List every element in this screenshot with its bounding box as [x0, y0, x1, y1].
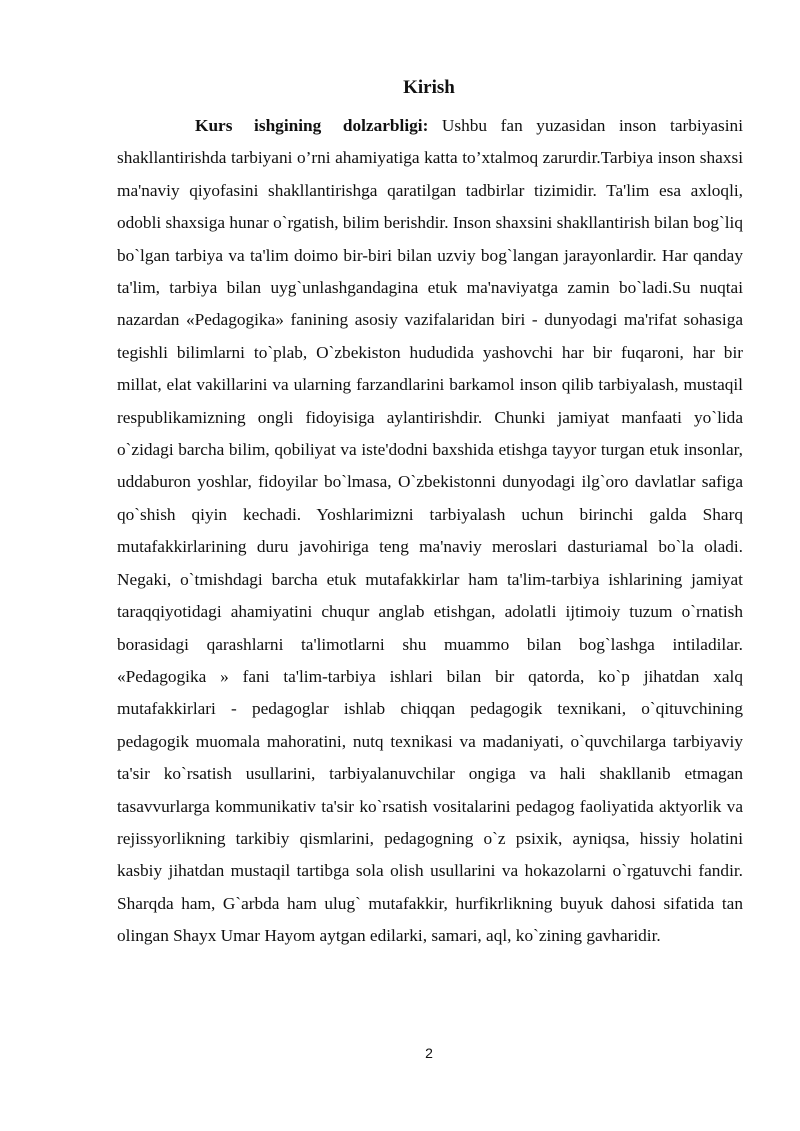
body-text: Ushbu fan yuzasidan inson tarbiyasini shakllantirishda tarbiyani o’rni ahamiyatiga katta to’xtalmoq zarurdir.Tarbiya inson shaxsi ma'naviy qiyofasini shakllantirishga qaratilgan tadbirlar tizimidir. Ta'lim esa axloqli, odobli shaxsiga hunar o`rgatish, bilim berishdir. Inson shaxsini shakllantirish bilan bog`liq bo`lgan tarbiya va ta'lim doimo bir-biri bilan uzviy bog`langan jarayonlardir. Har qanday ta'lim, tarbiya bilan uyg`unlashgandagina etuk ma'naviyatga zamin bo`ladi.Su nuqtai nazardan «Pedagogika» fanining asosiy vazifalaridan biri - dunyodagi ma'rifat sohasiga tegishli bilimlarni to`plab, O`zbekiston hududida yashovchi har bir fuqaroni, har bir millat, elat vakillarini va ularning farzandlarini barkamol inson qilib tarbiyalash, mustaqil respublikamizning ongli fidoyisiga aylantirishdir. Chunki jamiyat manfaati yo`lida o`zidagi barcha bilim, qobiliyat va iste'dodni baxshida etishga tayyor turgan etuk insonlar, uddaburon yoshlar, fidoyilar bo`lmasa, O`zbekistonni dunyodagi ilg`oro davlatlar safiga qo`shish qiyin kechadi. Yoshlarimizni tarbiyalash uchun birinchi galda Sharq mutafakkirlarining duru javohiriga teng ma'naviy meroslari dasturiamal bo`la oladi. Negaki, o`tmishdagi barcha etuk mutafakkirlar ham ta'lim-tarbiya ishlarining jamiyat taraqqiyotidagi ahamiyatini chuqur anglab etishgan, adolatli ijtimoiy tuzum o`rnatish borasidagi qarashlarni ta'limotlarni shu muammo bilan bog`lashga intiladilar. «Pedagogika » fani ta'lim-tarbiya ishlari bilan bir qatorda, ko`p jihatdan xalq mutafakkirlari - pedagoglar ishlab chiqqan pedagogik texnikani, o`qituvchining pedagogik muomala mahoratini, nutq texnikasi va madaniyati, o`quvchilarga tarbiyaviy ta'sir ko`rsatish usullarini, tarbiyalanuvchilar ongiga va hali shakllanib etmagan tasavvurlarga kommunikativ ta'sir ko`rsatish vositalarini pedagog faoliyatida aktyorlik va rejissyorlikning tarkibiy qismlarini, pedagogning o`z psixik, ayniqsa, hissiy holatini kasbiy jihatdan mustaqil tartibga sola olish usullarini va hokazolarni o`rgatuvchi fandir. Sharqda ham, G`arbda ham ulug` mutafakkir, hurfikrlikning buyuk dahosi sifatida tan olingan Shayx Umar Hayom aytgan edilarki, samari, aql, ko`zining gavharidir.: [117, 116, 743, 946]
lead-heading: Kurs ishgining dolzarbligi:: [195, 116, 429, 135]
body-paragraph: [117, 110, 743, 953]
page-number: 2: [425, 1045, 433, 1061]
page-title: Kirish: [403, 77, 455, 98]
